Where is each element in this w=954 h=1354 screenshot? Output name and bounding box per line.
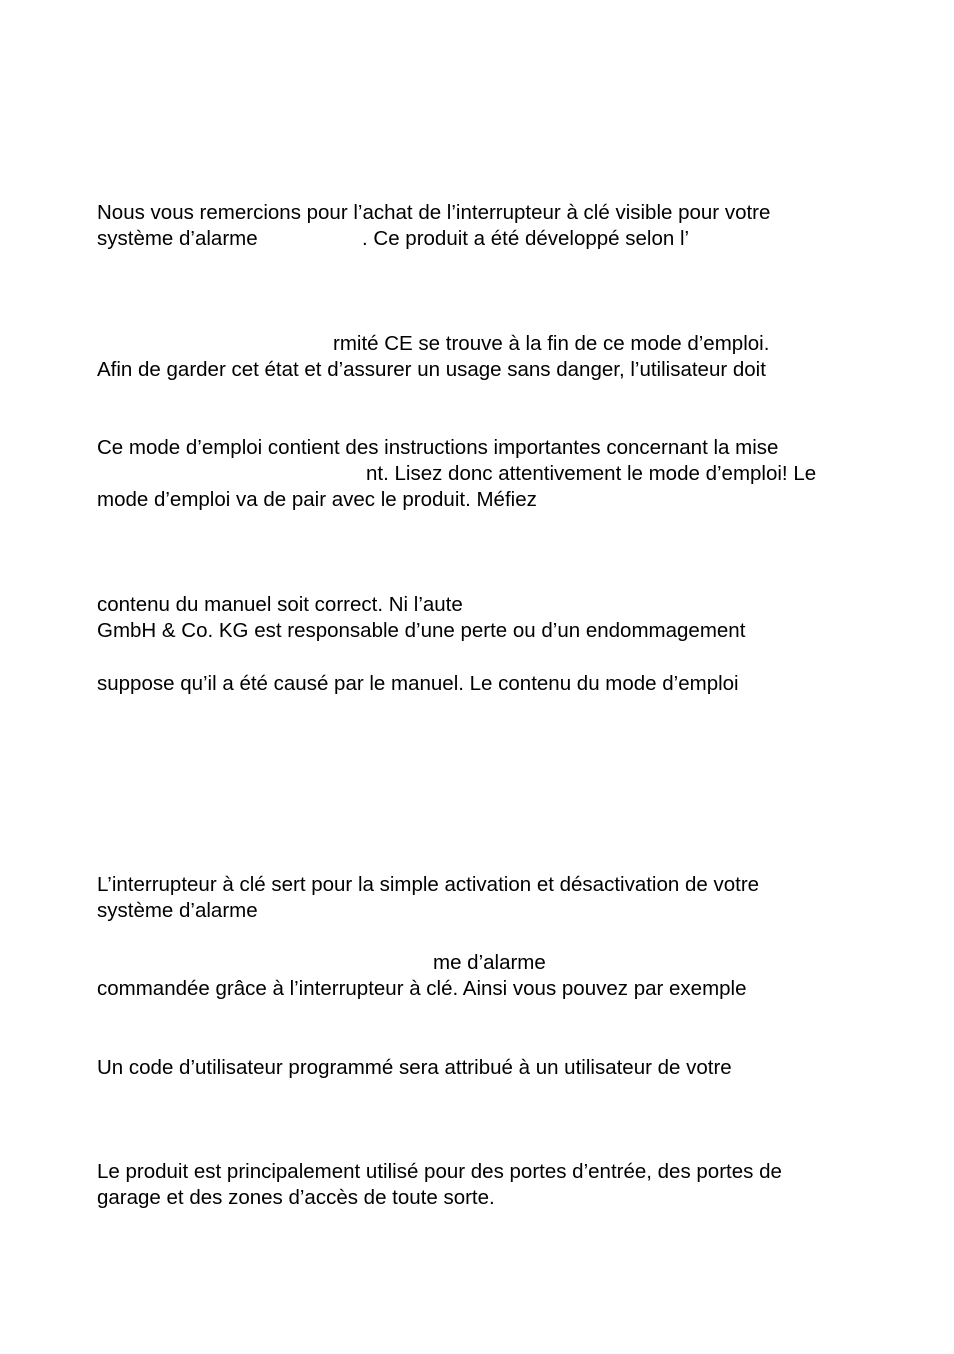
text-line: . Ce produit a été développé selon l’ bbox=[362, 227, 690, 250]
text-line: Un code d’utilisateur programmé sera attribué à un utilisateur de votre bbox=[97, 1056, 732, 1079]
text-line: système d’alarme bbox=[97, 227, 258, 250]
text-line: Nous vous remercions pour l’achat de l’interrupteur à clé visible pour votre bbox=[97, 201, 771, 224]
text-line: contenu du manuel soit correct. Ni l’aute bbox=[97, 593, 463, 616]
text-line: L’interrupteur à clé sert pour la simple activation et désactivation de votre bbox=[97, 873, 760, 896]
text-line: rmité CE se trouve à la fin de ce mode d’emploi. bbox=[333, 332, 770, 355]
text-line: mode d’emploi va de pair avec le produit. Méfiez bbox=[97, 488, 537, 511]
text-line: Le produit est principalement utilisé pour des portes d’entrée, des portes de bbox=[97, 1160, 782, 1183]
text-line: Ce mode d’emploi contient des instructions importantes concernant la mise bbox=[97, 436, 779, 459]
text-line: me d’alarme bbox=[433, 951, 546, 974]
text-line: Afin de garder cet état et d’assurer un usage sans danger, l’utilisateur doit bbox=[97, 358, 766, 381]
text-line: système d’alarme bbox=[97, 899, 258, 922]
text-line: commandée grâce à l’interrupteur à clé. Ainsi vous pouvez par exemple bbox=[97, 977, 747, 1000]
text-line: garage et des zones d’accès de toute sorte. bbox=[97, 1186, 495, 1209]
text-line: suppose qu’il a été causé par le manuel. Le contenu du mode d’emploi bbox=[97, 672, 739, 695]
text-line: nt. Lisez donc attentivement le mode d’emploi! Le bbox=[366, 462, 817, 485]
text-line: GmbH & Co. KG est responsable d’une perte ou d’un endommagement bbox=[97, 619, 746, 642]
